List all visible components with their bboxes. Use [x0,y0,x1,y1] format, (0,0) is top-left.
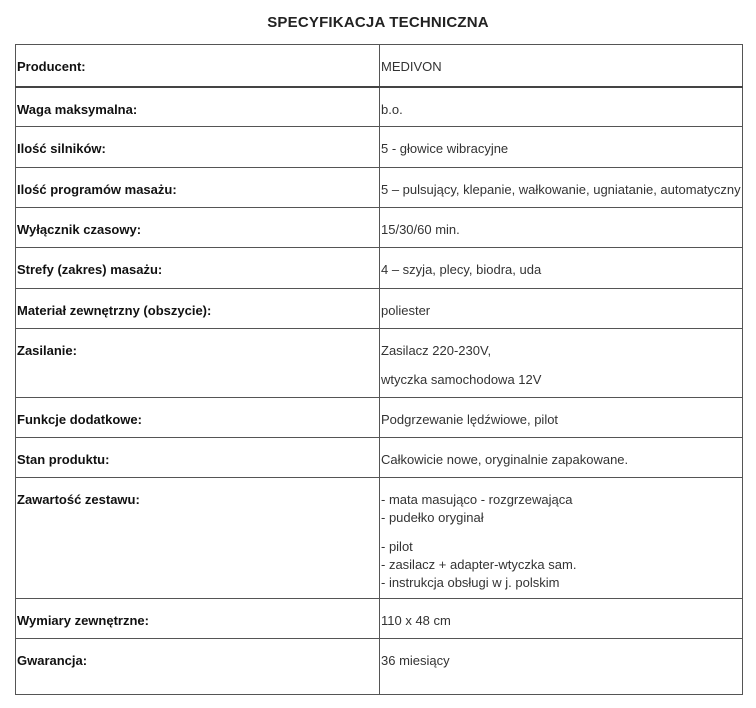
value-line: 5 - głowice wibracyjne [381,141,509,156]
value-line: Zasilacz 220-230V, [381,343,492,358]
value-line: 110 x 48 cm [381,613,451,628]
row-value [380,438,743,478]
table-row [16,45,743,87]
row-value [380,599,743,639]
value-line: wtyczka samochodowa 12V [381,372,542,387]
row-label: Zawartość zestawu: [16,478,380,599]
row-value [380,127,743,168]
value-line: - instrukcja obsługi w j. polskim [381,575,560,590]
row-value [380,248,743,289]
value-line: - pudełko oryginał [381,510,484,525]
table-row [16,438,743,478]
row-value [380,168,743,208]
value-line: - zasilacz + adapter-wtyczka sam. [381,557,577,572]
value-line: Całkowicie nowe, oryginalnie zapakowane. [381,452,629,467]
row-value [380,478,743,599]
value-line: - pilot [381,539,413,554]
table-row [16,127,743,168]
row-label: Waga maksymalna: [16,87,380,127]
row-label: Ilość silników: [16,127,380,168]
row-label: Strefy (zakres) masażu: [16,248,380,289]
row-label: Zasilanie: [16,329,380,398]
row-label: Gwarancja: [16,639,380,695]
table-row [16,208,743,248]
page-title: SPECYFIKACJA TECHNICZNA [267,14,489,31]
value-line: 5 – pulsujący, klepanie, wałkowanie, ugniatanie, automatyczny [381,182,741,197]
value-line: poliester [381,303,431,318]
table-row [16,329,743,398]
row-value [380,329,743,398]
spec-table [15,44,743,695]
row-value [380,87,743,127]
table-row [16,87,743,127]
value-line: 15/30/60 min. [381,222,460,237]
table-row [16,398,743,438]
row-label: Producent: [16,45,380,87]
table-row [16,478,743,599]
row-value [380,45,743,87]
value-line: b.o. [381,101,403,117]
table-row [16,599,743,639]
table-row [16,289,743,329]
value-line: Podgrzewanie lędźwiowe, pilot [381,412,559,427]
row-label: Wymiary zewnętrzne: [16,599,380,639]
row-label: Wyłącznik czasowy: [16,208,380,248]
row-value [380,289,743,329]
row-value [380,639,743,695]
row-value [380,208,743,248]
row-value [380,398,743,438]
row-label: Materiał zewnętrzny (obszycie): [16,289,380,329]
value-line: 36 miesiący [381,653,450,668]
table-row [16,248,743,289]
value-line: - mata masująco - rozgrzewająca [381,492,573,507]
table-row [16,168,743,208]
value-line: MEDIVON [381,59,442,74]
row-label: Funkcje dodatkowe: [16,398,380,438]
row-label: Ilość programów masażu: [16,168,380,208]
value-line: 4 – szyja, plecy, biodra, uda [381,262,542,277]
row-label: Stan produktu: [16,438,380,478]
table-row [16,639,743,695]
